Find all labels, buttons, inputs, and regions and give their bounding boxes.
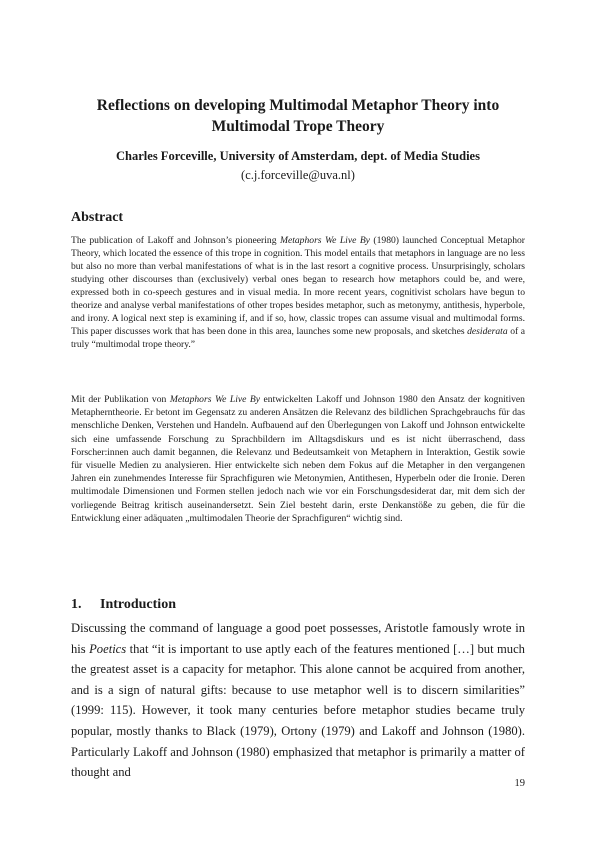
section-title: Introduction <box>100 597 176 612</box>
abstract-heading: Abstract <box>71 210 124 225</box>
title-line-1: Reflections on developing Multimodal Metaphor Theory into <box>96 97 500 114</box>
title-line-2: Multimodal Trope Theory <box>211 118 385 135</box>
author-email: (c.j.forceville@uva.nl) <box>241 168 355 182</box>
desiderata-term: desiderata <box>467 326 508 337</box>
abstract-english: The publication of Lakoff and Johnson’s pioneering Metaphors We Live By (1980) launched Conceptual Metaphor Theory, which located the essence of this trope in cognition. This model entails that metaphors in language are no less but also no more than verbal manifestations of what is in the last resort a cognitive process. Unsurprisingly, scholars studying other discourses than (exclusively) verbal ones began to research how metaphors could be, and were, expressed both in co-speech gestures and in visual media. In more recent years, cognitivist scholars have begun to theorize and analyse verbal manifestations of other tropes besides metaphor, such as metonymy, antithesis, hyperbole, and irony. A logical next step is examining if, and if so, how, classic tropes can assume visual and multimodal forms. This paper discusses work that has been done in this area, launches some new proposals, and sketches desiderata of a truly “multimodal trope theory.” <box>71 235 525 350</box>
abstract-german: Mit der Publikation von Metaphors We Live By entwickelten Lakoff und Johnson 1980 den Ansatz der kognitiven Metapherntheorie. Er betont im Gegensatz zu anderen Ansätzen die Relevanz des bildlichen Sprachgebrauchs für das menschliche Denken, Verstehen und Handeln. Aufbauend auf den Überlegungen von Lakoff und Johnson entwickelte sich eine umfassende Forschung zu Sprachbildern im Alltagsdiskurs und es ist nicht überraschend, dass Forscher:innen auch damit begannen, die Relevanz und Bedeutsamkeit von Metaphern in Interaktion, Gestik sowie für visuelle Medien zu analysieren. Hier entwickelte sich neben dem Fokus auf die Metapher in den vergangenen Jahren ein zunehmendes Interesse für Sprachfiguren wie Metonymien, Antithesen, Hyperbeln oder die Ironie. Deren multimodale Dimensionen und Formen stellen jedoch nach wie vor ein Forschungsdesiderat dar, mit dem sich der vorliegende Beitrag kritisch auseinandersetzt. Sein Ziel besteht darin, erste Denkanstöße zu geben, die für die Entwicklung einer adäquaten „multimodalen Theorie der Sprachfiguren“ wichtig sind. <box>71 394 525 524</box>
author-line: Charles Forceville, University of Amsterdam, dept. of Media Studies <box>116 149 480 163</box>
book-title-de: Metaphors We Live By <box>169 394 261 405</box>
page-number: 19 <box>514 778 525 789</box>
body-paragraph: Discussing the command of language a good poet possesses, Aristotle famously wrote in his Poetics that “it is important to use aptly each of the features mentioned […] but much the greatest asset is a capacity for metaphor. This alone cannot be acquired from another, and is a sign of natural gifts: because to use metaphor well is to discern similarities” (1999: 115). However, it took many centuries before metaphor studies became truly popular, mostly thanks to Black (1979), Ortony (1979) and Lakoff and Johnson (1980). Particularly Lakoff and Johnson (1980) emphasized that metaphor is primarily a matter of thought and <box>71 621 525 780</box>
paper-title <box>71 95 525 137</box>
book-title: Metaphors We Live By <box>279 235 370 246</box>
section-heading <box>71 597 176 613</box>
poetics-title: Poetics <box>89 641 127 656</box>
section-number: 1. <box>71 597 82 612</box>
